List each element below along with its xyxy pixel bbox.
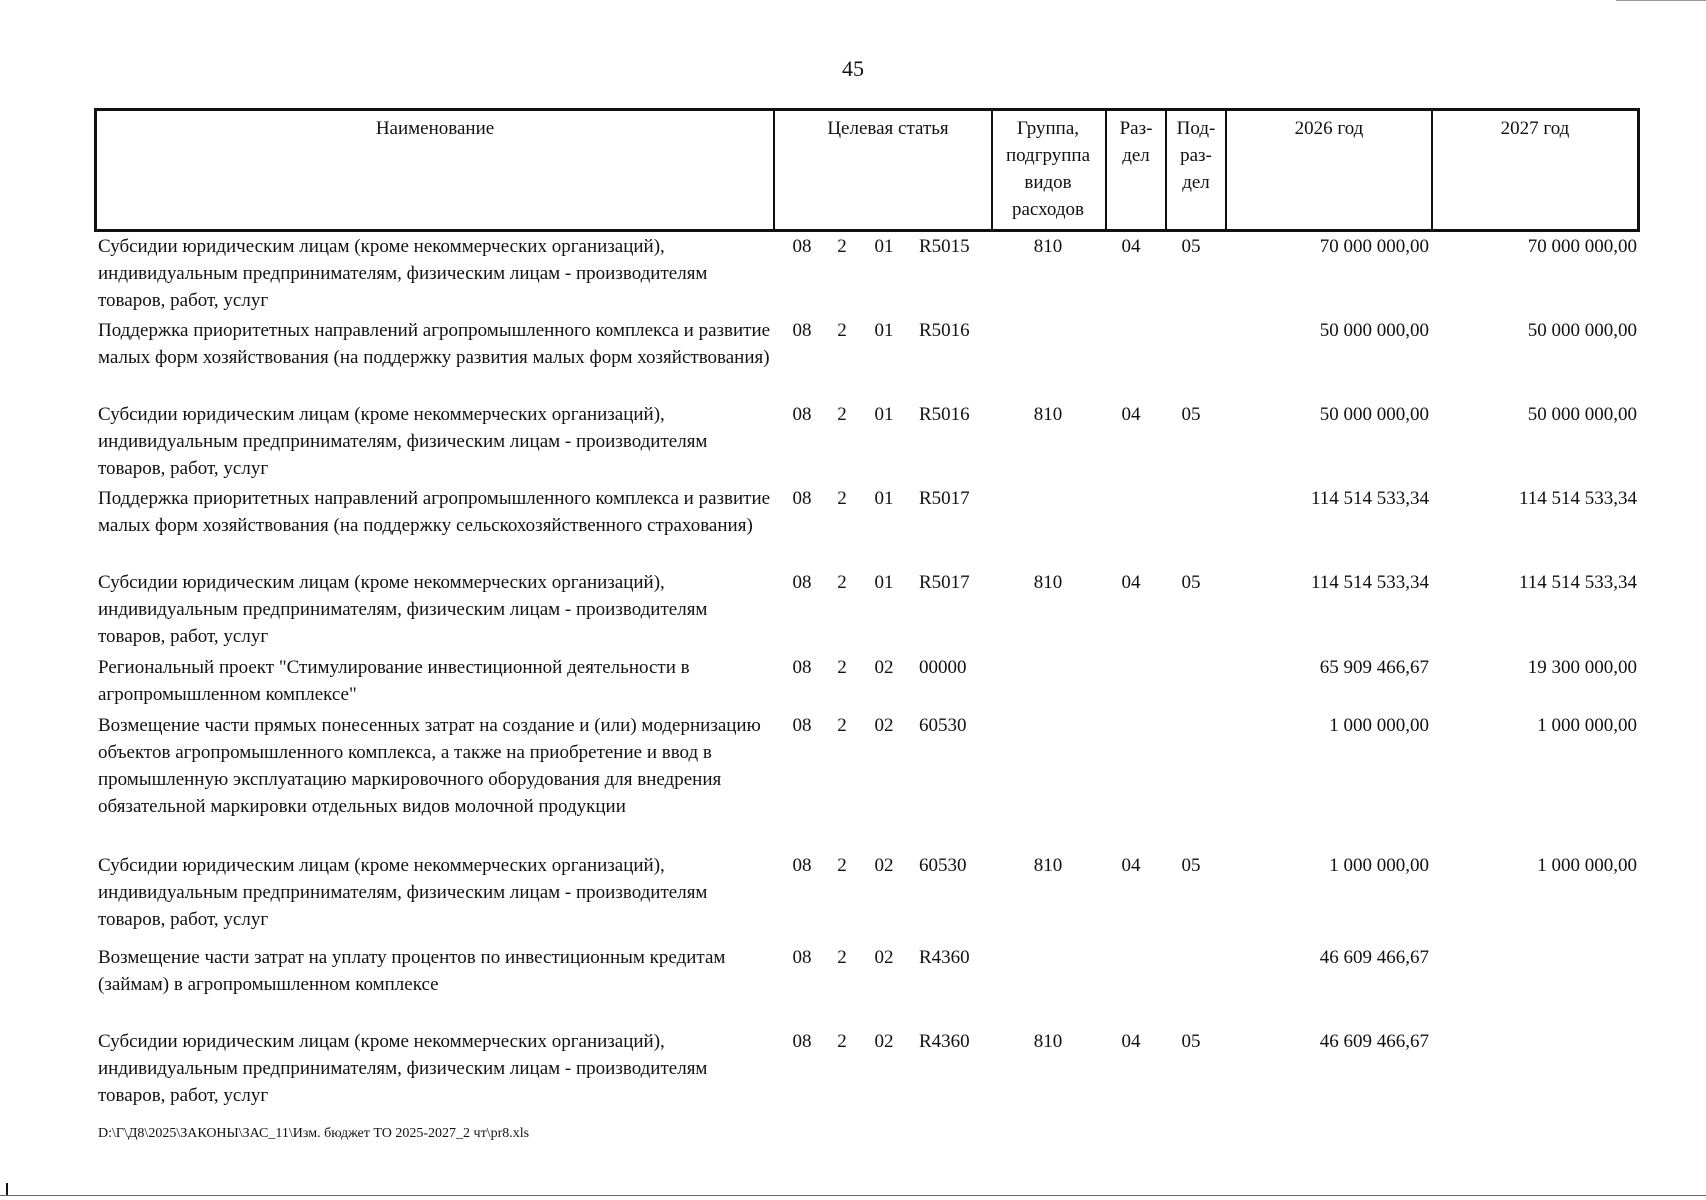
page-number: 45 xyxy=(842,56,864,81)
row-code-item: 01 xyxy=(874,320,894,341)
row-amount-2026: 70 000 000,00 xyxy=(1319,236,1429,257)
row-amount-2026: 46 609 466,67 xyxy=(1319,1031,1429,1052)
row-name: Возмещение части прямых понесенных затрат на создание и (или) модернизацию объектов агропромышленного комплекса, а также на приобретение и ввод в промышленную эксплуатацию маркировочного оборудования для внедрения обязательной маркировки отдельных видов молочной продукции xyxy=(98,715,761,817)
row-code-item: 02 xyxy=(874,715,894,736)
row-name: Субсидии юридическим лицам (кроме некоммерческих организаций), индивидуальным предпринимателям, физическим лицам - производителям товаров, работ, услуг xyxy=(98,855,708,930)
row-code-item: 02 xyxy=(874,855,894,876)
row-code-item: 01 xyxy=(874,572,894,593)
row-name: Региональный проект "Стимулирование инвестиционной деятельности в агропромышленном комплексе" xyxy=(98,657,690,705)
row-code-type: 2 xyxy=(837,236,847,257)
row-code-program: 08 xyxy=(792,236,812,257)
row-code-direction: R5017 xyxy=(919,488,970,509)
row-name: Поддержка приоритетных направлений агропромышленного комплекса и развитие малых форм хозяйствования (на поддержку сельскохозяйственного страхования) xyxy=(98,488,771,536)
row-code-item: 02 xyxy=(874,657,894,678)
row-amount-2026: 46 609 466,67 xyxy=(1319,947,1429,968)
row-amount-2027: 1 000 000,00 xyxy=(1537,715,1637,736)
row-code-direction: 60530 xyxy=(919,855,967,876)
row-amount-2027: 50 000 000,00 xyxy=(1527,404,1637,425)
row-amount-2027: 114 514 533,34 xyxy=(1518,572,1637,593)
footer-file-path: D:\Г\Д8\2025\ЗАКОНЫ\ЗАС_11\Изм. бюджет ТО 2025-2027_2 чт\pr8.xls xyxy=(98,1126,530,1141)
row-code-item: 01 xyxy=(874,404,894,425)
row-amount-2027: 1 000 000,00 xyxy=(1537,855,1637,876)
header-group: Группа, подгруппа видов расходов xyxy=(1005,118,1091,220)
row-code-direction: R4360 xyxy=(919,947,970,968)
row-expense-group: 810 xyxy=(1033,572,1063,593)
bottom-edge-rule xyxy=(0,1195,1706,1196)
row-expense-group: 810 xyxy=(1033,855,1063,876)
row-code-type: 2 xyxy=(837,947,847,968)
row-amount-2026: 50 000 000,00 xyxy=(1319,320,1429,341)
table-header xyxy=(94,108,1640,232)
row-subsection: 05 xyxy=(1181,236,1201,257)
row-code-direction: R5016 xyxy=(919,404,970,425)
row-amount-2027: 19 300 000,00 xyxy=(1527,657,1637,678)
row-code-item: 01 xyxy=(874,236,894,257)
row-code-item: 01 xyxy=(874,488,894,509)
row-code-direction: 00000 xyxy=(919,657,967,678)
row-amount-2026: 65 909 466,67 xyxy=(1319,657,1429,678)
row-code-direction: R4360 xyxy=(919,1031,970,1052)
header-section: Раз- дел xyxy=(1119,118,1153,166)
row-amount-2026: 1 000 000,00 xyxy=(1329,715,1429,736)
row-expense-group: 810 xyxy=(1033,236,1063,257)
row-name: Субсидии юридическим лицам (кроме некоммерческих организаций), индивидуальным предпринимателям, физическим лицам - производителям товаров, работ, услуг xyxy=(98,572,708,647)
row-section: 04 xyxy=(1121,404,1141,425)
row-code-type: 2 xyxy=(837,320,847,341)
row-code-direction: R5016 xyxy=(919,320,970,341)
row-code-program: 08 xyxy=(792,855,812,876)
row-amount-2027: 114 514 533,34 xyxy=(1518,488,1637,509)
row-code-item: 02 xyxy=(874,947,894,968)
row-code-program: 08 xyxy=(792,488,812,509)
row-code-direction: 60530 xyxy=(919,715,967,736)
header-target: Целевая статья xyxy=(827,118,949,139)
row-section: 04 xyxy=(1121,855,1141,876)
row-code-program: 08 xyxy=(792,572,812,593)
row-code-program: 08 xyxy=(792,320,812,341)
row-amount-2026: 1 000 000,00 xyxy=(1329,855,1429,876)
row-code-type: 2 xyxy=(837,715,847,736)
row-code-type: 2 xyxy=(837,488,847,509)
row-subsection: 05 xyxy=(1181,404,1201,425)
header-year-2027: 2027 год xyxy=(1500,118,1570,139)
row-amount-2026: 50 000 000,00 xyxy=(1319,404,1429,425)
row-code-program: 08 xyxy=(792,657,812,678)
top-edge-rule xyxy=(1616,0,1706,1)
row-expense-group: 810 xyxy=(1033,404,1063,425)
row-code-type: 2 xyxy=(837,572,847,593)
row-amount-2026: 114 514 533,34 xyxy=(1310,572,1429,593)
row-section: 04 xyxy=(1121,572,1141,593)
row-subsection: 05 xyxy=(1181,572,1201,593)
row-code-program: 08 xyxy=(792,404,812,425)
row-code-program: 08 xyxy=(792,947,812,968)
bottom-edge-tick xyxy=(6,1183,8,1195)
row-name: Субсидии юридическим лицам (кроме некоммерческих организаций), индивидуальным предпринимателям, физическим лицам - производителям товаров, работ, услуг xyxy=(98,236,708,311)
row-code-type: 2 xyxy=(837,1031,847,1052)
header-name: Наименование xyxy=(375,118,495,139)
row-code-type: 2 xyxy=(837,404,847,425)
row-subsection: 05 xyxy=(1181,1031,1201,1052)
row-code-item: 02 xyxy=(874,1031,894,1052)
row-code-direction: R5017 xyxy=(919,572,970,593)
row-expense-group: 810 xyxy=(1033,1031,1063,1052)
row-code-program: 08 xyxy=(792,1031,812,1052)
row-code-type: 2 xyxy=(837,855,847,876)
row-section: 04 xyxy=(1121,236,1141,257)
header-year-2026: 2026 год xyxy=(1294,118,1364,139)
row-code-program: 08 xyxy=(792,715,812,736)
row-section: 04 xyxy=(1121,1031,1141,1052)
row-name: Субсидии юридическим лицам (кроме некоммерческих организаций), индивидуальным предпринимателям, физическим лицам - производителям товаров, работ, услуг xyxy=(98,1031,708,1106)
row-amount-2027: 70 000 000,00 xyxy=(1527,236,1637,257)
row-name: Возмещение части затрат на уплату процентов по инвестиционным кредитам (займам) в агропромышленном комплексе xyxy=(98,947,726,995)
row-name: Субсидии юридическим лицам (кроме некоммерческих организаций), индивидуальным предпринимателям, физическим лицам - производителям товаров, работ, услуг xyxy=(98,404,708,479)
row-amount-2027: 50 000 000,00 xyxy=(1527,320,1637,341)
row-amount-2026: 114 514 533,34 xyxy=(1310,488,1429,509)
header-subsection: Под- раз- дел xyxy=(1176,118,1216,193)
row-code-direction: R5015 xyxy=(919,236,970,257)
row-subsection: 05 xyxy=(1181,855,1201,876)
row-code-type: 2 xyxy=(837,657,847,678)
row-name: Поддержка приоритетных направлений агропромышленного комплекса и развитие малых форм хозяйствования (на поддержку развития малых форм хозяйствования) xyxy=(98,320,771,368)
